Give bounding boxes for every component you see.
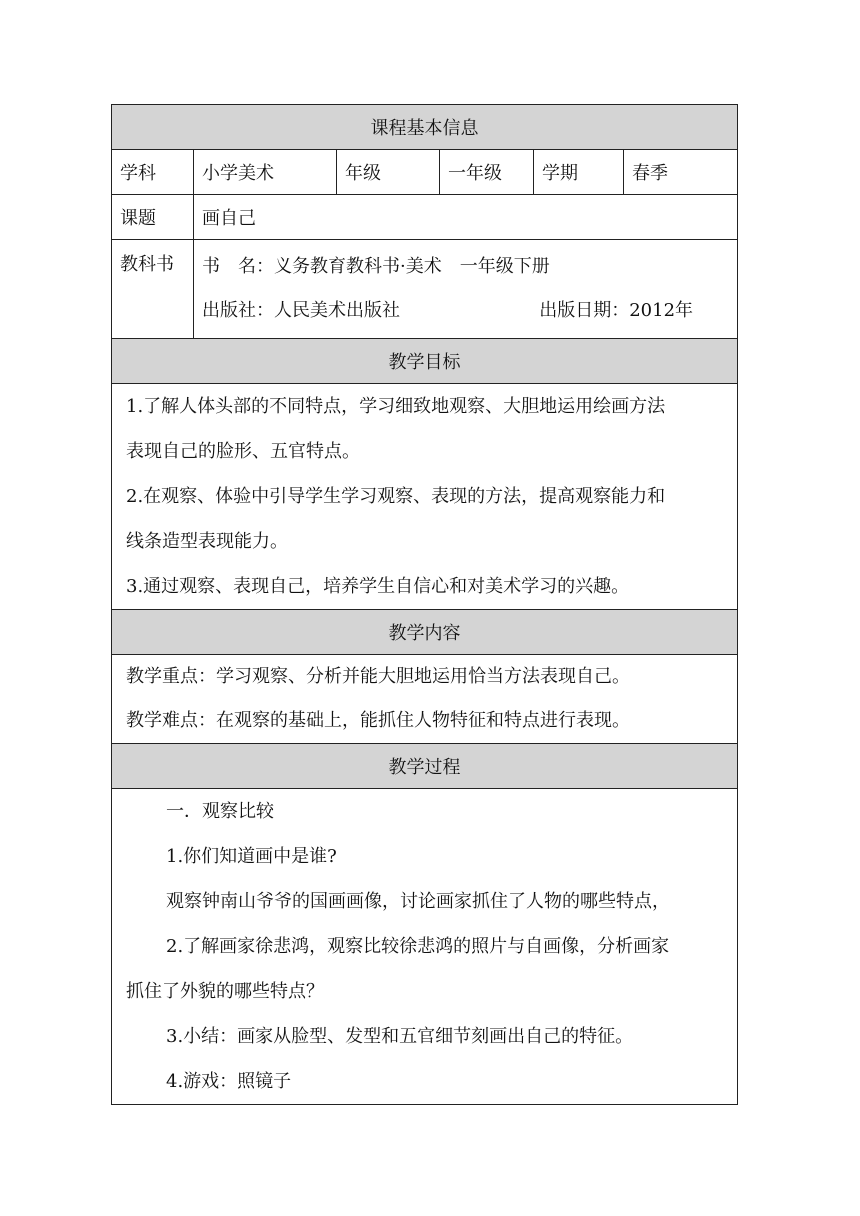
subject-label: 学科 — [112, 150, 194, 195]
difficult-point: 教学难点：在观察的基础上，能抓住人物特征和特点进行表现。 — [126, 710, 630, 731]
process-list — [120, 789, 729, 1104]
process-row — [112, 789, 738, 1105]
subject-value: 小学美术 — [194, 150, 337, 195]
process-body — [112, 789, 738, 1105]
term-label: 学期 — [534, 150, 624, 195]
content-header-row — [112, 610, 738, 655]
textbook-row — [112, 240, 738, 339]
subject-row — [112, 150, 738, 195]
process-line: 抓住了外貌的哪些特点？ — [126, 981, 324, 1002]
grade-label: 年级 — [337, 150, 440, 195]
goal-line: 2.在观察、体验中引导学生学习观察、表现的方法，提高观察能力和 — [126, 486, 666, 507]
content-body — [112, 655, 738, 744]
term-value: 春季 — [624, 150, 738, 195]
goal-line: 3.通过观察、表现自己，培养学生自信心和对美术学习的兴趣。 — [126, 576, 630, 597]
publisher: 出版社：人民美术出版社 — [202, 300, 400, 321]
process-line: 2.了解画家徐悲鸿，观察比较徐悲鸿的照片与自画像，分析画家 — [166, 936, 670, 957]
content-row — [112, 655, 738, 744]
publish-date: 出版日期：2012年 — [539, 300, 694, 321]
book-name: 书 名：义务教育教科书·美术 一年级下册 — [202, 256, 550, 277]
process-line: 4.游戏：照镜子 — [166, 1071, 292, 1092]
goals-header-row — [112, 339, 738, 384]
process-line: 一．观察比较 — [166, 801, 274, 822]
goals-list — [120, 384, 729, 609]
goal-line: 表现自己的脸形、五官特点。 — [126, 441, 360, 462]
process-header-row — [112, 744, 738, 789]
goal-line: 1.了解人体头部的不同特点，学习细致地观察、大胆地运用绘画方法 — [126, 396, 666, 417]
content-list — [120, 655, 729, 743]
grade-value: 一年级 — [440, 150, 534, 195]
course-info-title: 课程基本信息 — [112, 105, 738, 150]
process-line: 3.小结：画家从脸型、发型和五官细节刻画出自己的特征。 — [166, 1026, 634, 1047]
goals-heading: 教学目标 — [112, 339, 738, 384]
process-line: 1.你们知道画中是谁? — [166, 846, 337, 867]
topic-value: 画自己 — [194, 195, 738, 240]
process-heading: 教学过程 — [112, 744, 738, 789]
course-info-header-row — [112, 105, 738, 150]
lesson-plan-table — [111, 104, 738, 1105]
key-point: 教学重点：学习观察、分析并能大胆地运用恰当方法表现自己。 — [126, 666, 630, 687]
process-line: 观察钟南山爷爷的国画画像，讨论画家抓住了人物的哪些特点， — [166, 891, 670, 912]
textbook-details — [194, 240, 738, 339]
textbook-label: 教科书 — [112, 240, 194, 339]
goal-line: 线条造型表现能力。 — [126, 531, 288, 552]
content-heading: 教学内容 — [112, 610, 738, 655]
topic-row — [112, 195, 738, 240]
publisher-line — [202, 289, 729, 333]
goals-row — [112, 384, 738, 610]
topic-label: 课题 — [112, 195, 194, 240]
goals-body — [112, 384, 738, 610]
